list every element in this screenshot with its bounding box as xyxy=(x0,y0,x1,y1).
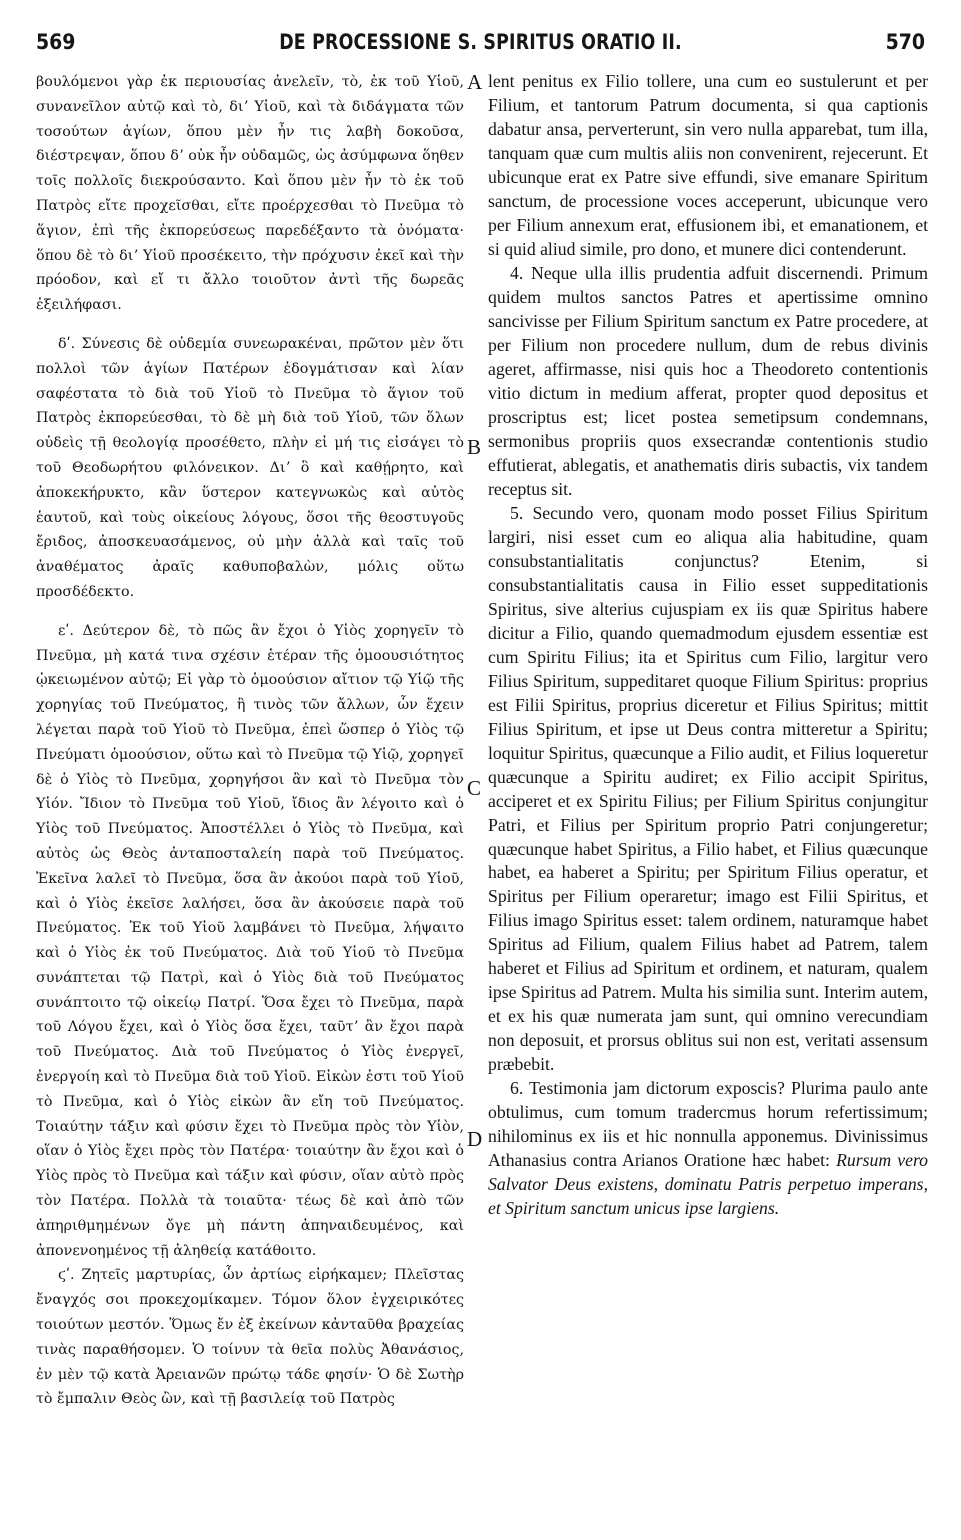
latin-paragraph-4-quote: Rursum vero Salvator Deus existens, dominatu Patris perpetuo imperans, et Spiritum sanctum unicus ipse largiens. xyxy=(488,1150,929,1219)
greek-paragraph-3: εʹ. Δεύτερον δὲ, τὸ πῶς ἂν ἔχοι ὁ Υἱὸς χορηγεῖν τὸ Πνεῦμα, μὴ κατά τινα σχέσιν ἑτέραν τῆς ὁμοουσιότητος ᾠκειωμένον αὐτῷ; Εἰ γὰρ τὸ ὁμοούσιον αἴτιον τῷ Υἱῷ τῆς χορηγίας τοῦ Πνεύματος, ἢ τινὸς τῶν ἄλλων, ὧν ἔχειν λέγεται παρὰ τοῦ Υἱοῦ τὸ Πνεῦμα, ἐπεὶ ὥσπερ ὁ Υἱὸς τῷ Πνεύματι ὁμοούσιον, οὕτω καὶ τὸ Πνεῦμα τῷ Υἱῷ, χορηγεῖ δὲ ὁ Υἱὸς τὸ Πνεῦμα, χορηγήσοι ἂν καὶ τὸ Πνεῦμα τὸν Υἱόν. Ἴδιον τὸ Πνεῦμα τοῦ Υἱοῦ, ἴδιος ἂν λέγοιτο καὶ ὁ Υἱὸς τοῦ Πνεύματος. Ἀποστέλλει ὁ Υἱὸς τὸ Πνεῦμα, καὶ αὐτὸς ὡς Θεὸς ἀνταποσταλείη παρὰ τοῦ Πνεύματος. Ἐκεῖνα λαλεῖ τὸ Πνεῦμα, ὅσα ἂν ἀκούοι παρὰ τοῦ Υἱοῦ, καὶ ὁ Υἱὸς ἐκεῖσε λαλήσει, ὅσα ἂν ἀκούσειε παρὰ τοῦ Πνεύματος. Ἐκ τοῦ Υἱοῦ λαμβάνει τὸ Πνεῦμα, λήψαιτο καὶ ὁ Υἱὸς ἐκ τοῦ Πνεύματος. Διὰ τοῦ Υἱοῦ τὸ Πνεῦμα συνάπτεται τῷ Πατρὶ, καὶ ὁ Υἱὸς διὰ τοῦ Πνεύματος συνάπτοιτο τῷ οἰκείῳ Πατρί. Ὅσα ἔχει τὸ Πνεῦμα, παρὰ τοῦ Λόγου ἔχει, καὶ ὁ Υἱὸς ὅσα ἔχει, ταῦτʼ ἂν ἔχοι παρὰ τοῦ Πνεύματος. Διὰ τοῦ Πνεύματος ὁ Υἱὸς ἐνεργεῖ, ἐνεργοίη καὶ τὸ Πνεῦμα διὰ τοῦ Υἱοῦ. Εἰκὼν ἐστι τοῦ Υἱοῦ τὸ Πνεῦμα, καὶ ὁ Υἱὸς εἰκὼν ἂν εἴη τοῦ Πνεύματος. Τοιαύτην τάξιν καὶ φύσιν ἔχει τὸ Πνεῦμα πρὸς τὸν Υἱὸν, οἵαν ὁ Υἱὸς ἔχει πρὸς τὸν Πατέρα· τοιαύτην ἂν ἔχοι καὶ ὁ Υἱὸς πρὸς τὸ Πνεῦμα καὶ τάξιν καὶ φύσιν, οἵαν αὐτὸ πρὸς τὸν Πατέρα. Πολλὰ τὰ τοιαῦτα· τέως δὲ καὶ ἀπὸ τῶν ἀπηριθμημένων ὄγε μὴ πάντη ἀπηναιδευμένος, καὶ ἀπονενοημένος τῇ ἀληθείᾳ κατάθοιτο. xyxy=(36,622,464,1259)
section-marker-d: D xyxy=(467,1127,483,1151)
latin-paragraph-4-text: 6. Testimonia jam dictorum exposcis? Plurima paulo ante obtulimus, cum tomum tradercmus horum refertissimum; nihilominus ex iis et hic nonnulla apponemus. Divinissimus Athanasius contra Arianos Oratione hæc habet: xyxy=(488,1078,928,1171)
latin-paragraph-4 xyxy=(488,1077,928,1221)
greek-paragraph-4: ϛʹ. Ζητεῖς μαρτυρίας, ὧν ἀρτίως εἰρήκαμεν; Πλεῖστας ἔναγχός σοι προκεχομίκαμεν. Τόμον ὅλον ἐγχειρικότες τοιούτων μεστόν. Ὅμως ἔν ἐξ ἐκείνων κἀνταῦθα βραχείας τινὰς παραθήσομεν. Ὁ τοίνυν τὰ θεῖα πολὺς Ἀθανάσιος, ἐν μὲν τῷ κατὰ Ἀρειανῶν πρώτῳ τάδε φησίν· Ὁ δὲ Σωτὴρ τὸ ἔμπαλιν Θεὸς ὢν, καὶ τῇ βασιλείᾳ τοῦ Πατρὸς xyxy=(36,1267,464,1408)
page-number-right: 570 xyxy=(885,30,925,54)
latin-paragraph-3: 5. Secundo vero, quonam modo posset Filius Spiritum largiri, nisi esset cum eo aliqua alia habitudine, quam consubstantialitatis conjunctus? Etenim, si consubstantialitatis causa in Filio esset suppeditationis Spiritus, sive alterius cujuspiam ex iis quæ Spiritus habere dicitur a Filio, quando quemadmodum ejusdem essentiæ est cum Spiritu Filius; ita et Spiritus cum Filio, largitur vero Filius Spiritum, suppeditaret quoque Filium Spiritus: proprius est Filii Spiritus, proprius diceretur et Filius Spiritus; mittit Filius Spiritum, et ipse ut Deus contra mitteretur a Spiritu; loquitur Spiritus, quæcunque a Filio audit, et Filius loqueretur quæcunque a Spiritu audiret; ex Filio accipit Spiritus, acciperet et ex Spiritu Filius; per Filium Spiritus conjungitur Patri, et Filius per Spiritum proprio Patri conjungeretur; quæcunque habet Spiritus, a Filio habet, et Filius quæcunque habet, ea haberet a Spiritu; per Spiritum Filius operatur, et Spiritus per Filium operaretur; imago est Filii Spiritus, et Filius imago Spiritus esset: talem ordinem, naturamque habet Spiritus ad Filium, qualem Filius habet ad Patrem, talem haberet et Filius ad Spiritum et ordinem, et naturam, qualem ipse Spiritus ad Patrem. Multa his similia sunt. Interim autem, et ex his quæ numerata jam sunt, qui omnino verecundiam non deposuit, et prorsus oblitus sui non est, veritati assensum præbebit. xyxy=(488,502,928,1075)
section-marker-b: B xyxy=(467,435,482,459)
latin-paragraph-2: 4. Neque ulla illis prudentia adfuit discernendi. Primum quidem multos sanctos Patres et apertissime omnino sancivisse per Filium Spiritum sanctum ex Patre procedere, at per Filium non procedere nullum, dum de rebus divinis ageret, affirmasse, nisi quis hoc a Theodoreto contentionis vitio dictum in medium afferat, propter quod depositus et proscriptus est; licet postea semetipsum condemnans, sermonibus propriis quos exsecrandæ contentionis studio effutierat, ablegatis, et anathematis diris subactis, vix tandem receptus sit. xyxy=(488,262,928,499)
greek-column xyxy=(36,70,464,1412)
page-header xyxy=(36,30,925,62)
greek-paragraph-1: βουλόμενοι γὰρ ἐκ περιουσίας ἀνελεῖν, τὸ, ἐκ τοῦ Υἱοῦ, συνανεῖλον αὐτῷ καὶ τὸ, διʼ Υἱοῦ, καὶ τὰ διδάγματα τῶν τοσούτων ἁγίων, ὅπου μὲν ἦν τις λαβὴ δοκοῦσα, διέστρεψαν, ὅπου δʼ οὐκ ἦν οὐδαμῶς, ὡς ἀσύμφωνα ὅηθεν τοῖς πολλοῖς διεκρούσαντο. Καὶ ὅπου μὲν ἦν τὸ ἐκ τοῦ Πατρὸς εἴτε προχεῖσθαι, εἴτε προέρχεσθαι τὸ Πνεῦμα τὸ ἅγιον, ἐπὶ τῆς ἐκπορεύσεως παρεδέξαντο τὰ ὀνόματα· ὅπου δὲ τὸ διʼ Υἱοῦ προσέκειτο, τὴν πρόχυσιν ἐκεῖ καὶ τὴν πρόοδον, καὶ εἴ τι ἄλλο τοιοῦτον ἀντὶ τῆς δωρεᾶς ἐξειλήφασι. xyxy=(36,74,464,314)
greek-paragraph-2: δʹ. Σύνεσις δὲ οὐδεμία συνεωρακέναι, πρῶτον μὲν ὅτι πολλοὶ τῶν ἁγίων Πατέρων ἐδογμάτισαν καὶ λίαν σαφέστατα τὸ διὰ τοῦ Υἱοῦ τὸ Πνεῦμα τὸ ἅγιον τοῦ Πατρὸς ἐκπορεύεσθαι, τὸ δὲ μὴ διὰ τοῦ Υἱοῦ, τῶν ὅλων οὐδεὶς τῇ θεολογίᾳ προσέθετο, πλὴν εἰ μή τις εἰσάγει τὸ τοῦ Θεοδωρήτου φιλόνεικον. Διʼ ὃ καὶ καθῄρητο, καὶ ἀποκεκήρυκτο, κἂν ὕστερον κατεγνωκὼς καὶ αὐτὸς ἑαυτοῦ, καὶ τοὺς οἰκείους λόγους, ὅσοι τῆς θεοστυγοῦς ἔριδος, ἀποσκευασάμενος, οὐ μὴν ἀλλὰ καὶ ταῖς τοῦ ἀναθέματος ἀραῖς καθυποβαλὼν, μόλις οὕτω προσδέδεκτο. xyxy=(36,335,464,600)
latin-column xyxy=(488,70,928,1221)
section-marker-a: A xyxy=(467,70,483,94)
page-number-left: 569 xyxy=(36,30,76,54)
latin-paragraph-1: lent penitus ex Filio tollere, una cum eo sustulerunt et per Filium, et tantorum Patrum documenta, si qua captionis dabatur ansa, perverterunt, sin vero nulla apparebat, tum illa, tanquam quæ cum multis aliis non convenirent, rejecerunt. Et ubicunque erat ex Patre sive effundi, sive emanare Spiritum sanctum, de processione voces acceperunt, ubicunque vero per Filium annexum erat, effusionem ibi, et emanationem, et si quid aliud simile, pro dono, et munere dici contenderunt. xyxy=(488,71,928,259)
section-marker-c: C xyxy=(467,776,482,800)
running-title: DE PROCESSIONE S. SPIRITUS ORATIO II. xyxy=(279,30,682,54)
